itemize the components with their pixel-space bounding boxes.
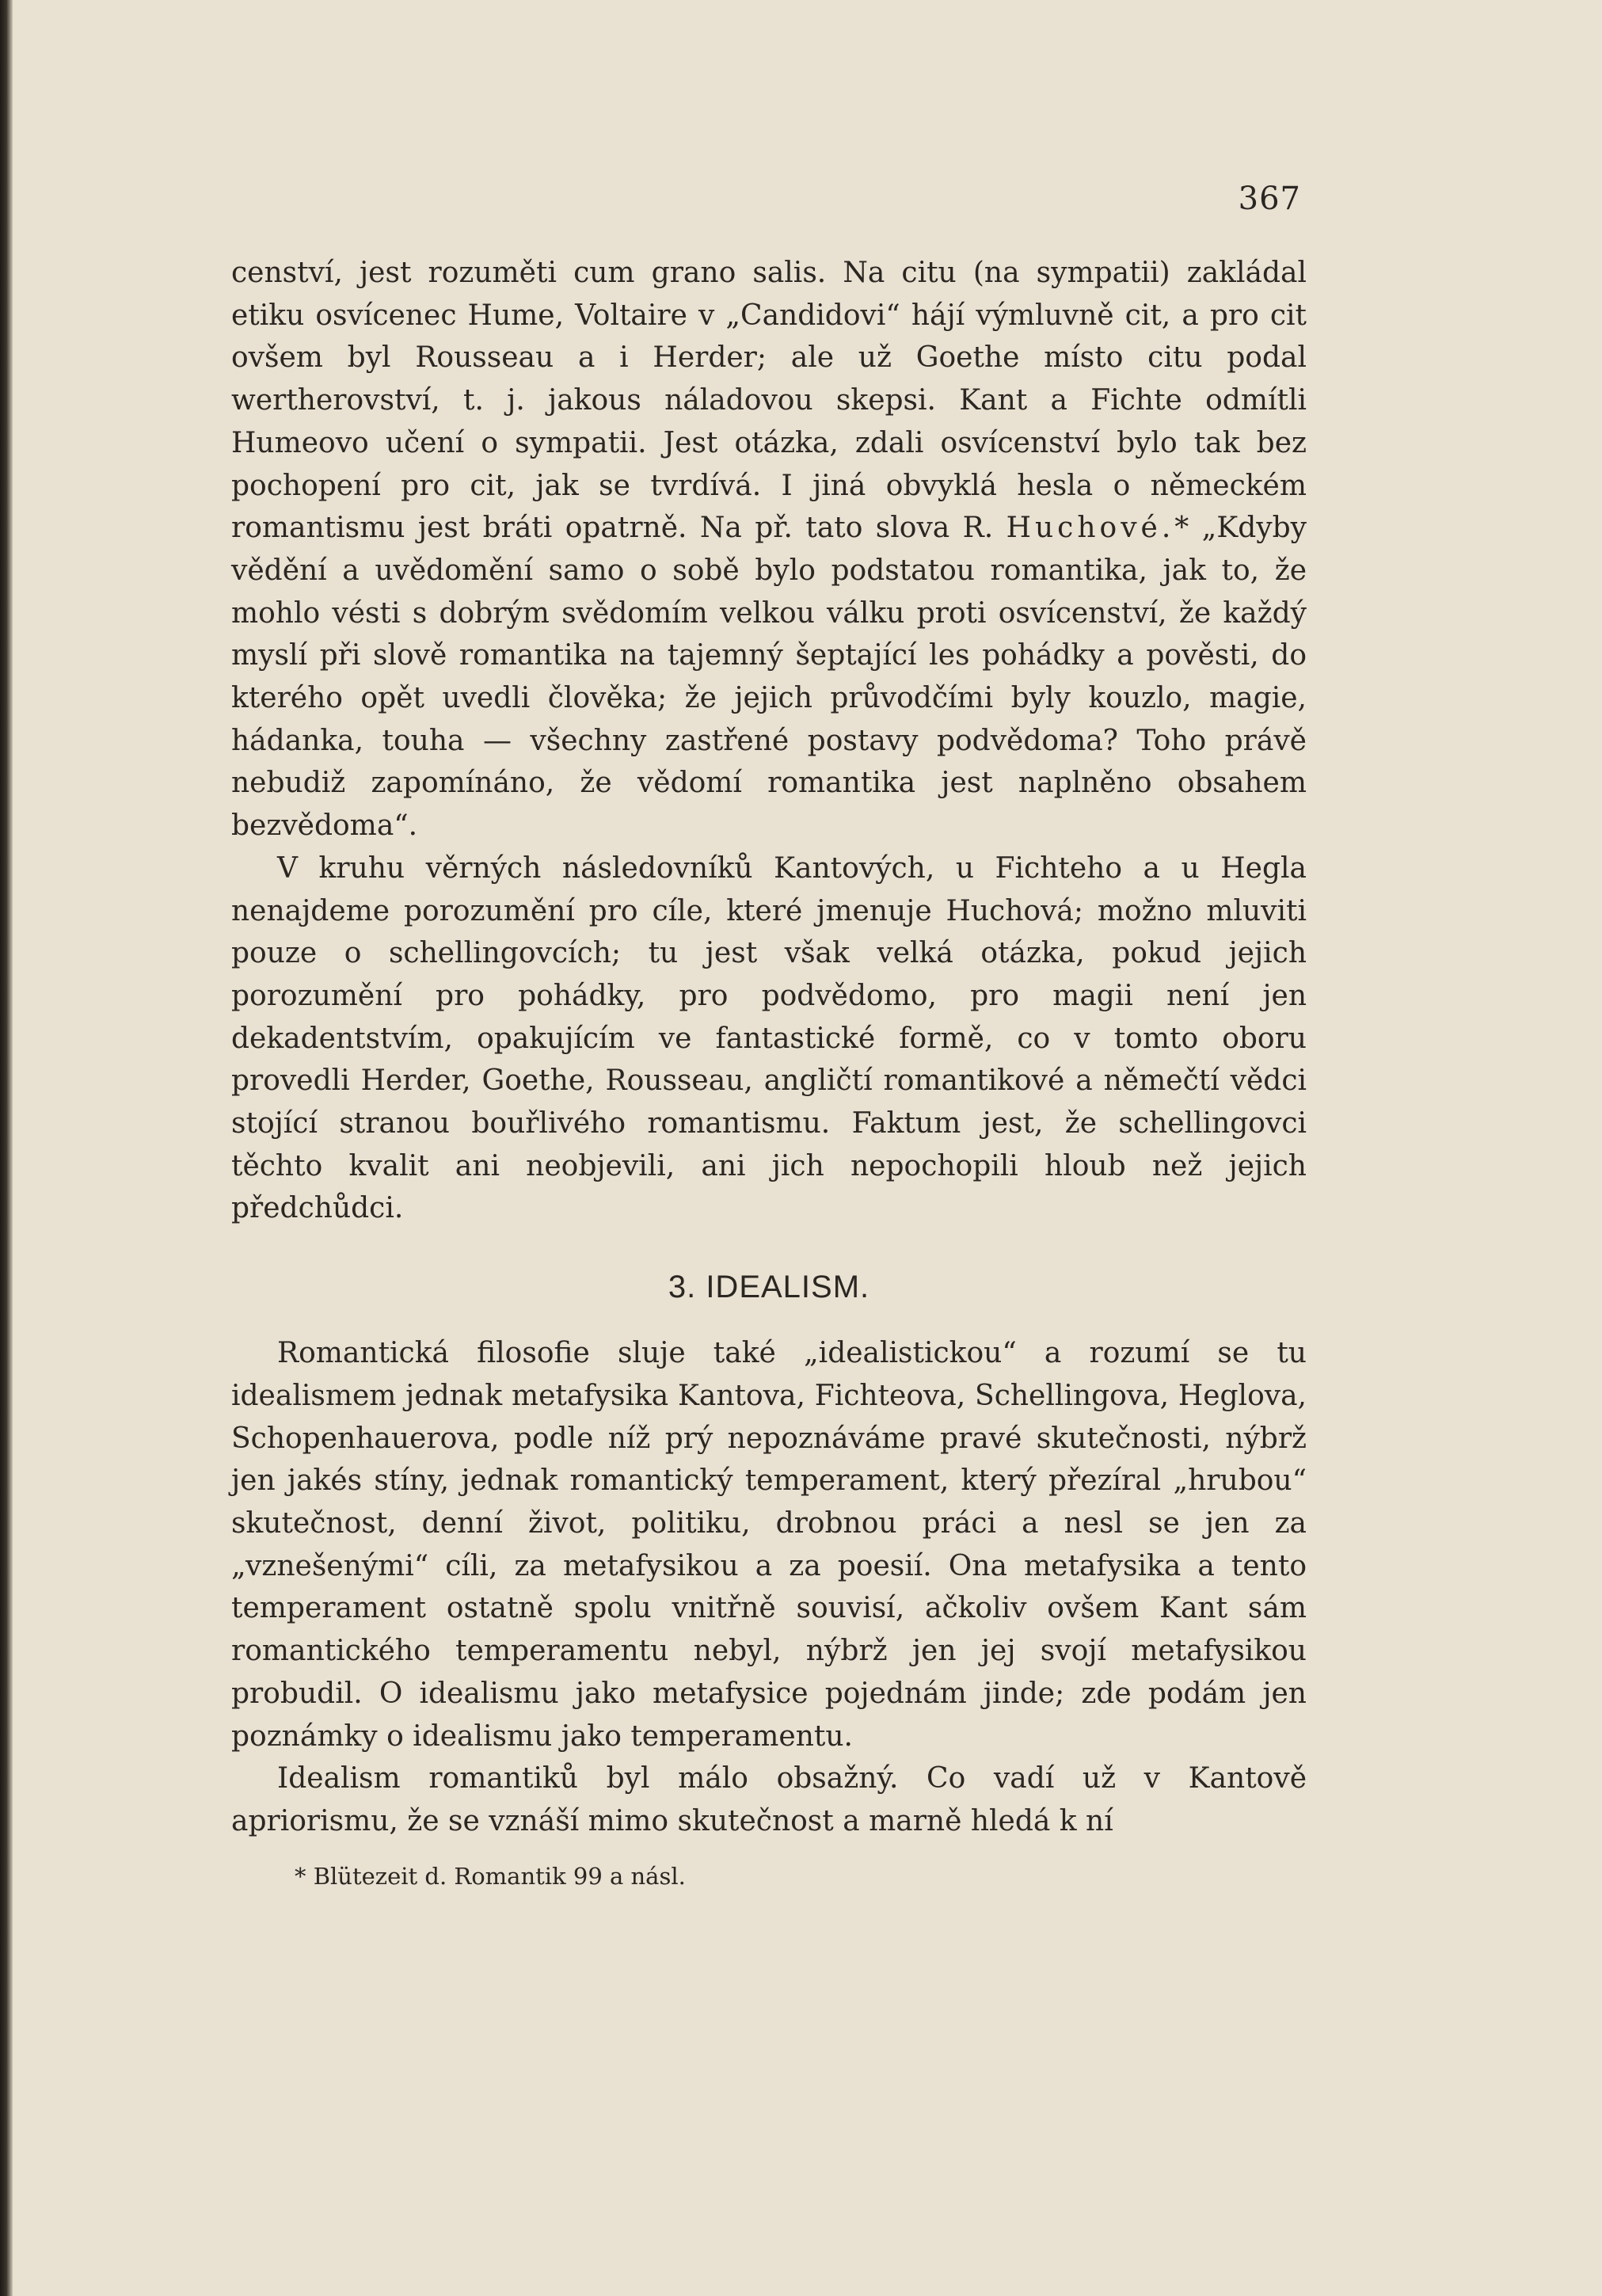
page-number: 367 [1238,181,1301,217]
paragraph-3: Romantická filosofie sluje také „idealistickou“ a rozumí se tu idealismem jednak metafysika Kantova, Fichteova, Schellingova, Heglova, Schopenhauerova, podle níž prý nepoznáváme pravé skutečnosti, nýbrž jen jakés stíny, jednak romantický temperament, který přezíral „hrubou“ skutečnost, denní život, politiku, drobnou práci a nesl se jen za „vznešenými“ cíli, za metafysikou a za poesií. Ona metafysika a tento temperament ostatně spolu vnitřně souvisí, ačkoliv ovšem Kant sám romantického temperamentu nebyl, nýbrž jen jej svojí metafysikou probudil. O idealismu jako metafysice pojednám jinde; zde podám jen poznámky o idealismu jako temperamentu. [231,1337,1307,1753]
book-binding-edge [0,0,13,2296]
paragraph-1-text: cenství, jest rozuměti cum grano salis. Na citu (na sympatii) zakládal etiku osvícenec Hume, Voltaire v „Candidovi“ hájí výmluvně cit, a pro cit ovšem byl Rousseau a i Herder; ale už Goethe místo citu podal wertherovství, t. j. jakous náladovou skepsi. Kant a Fichte odmítli Humeovo učení o sympatii. Jest otázka, zdali osvícenství bylo tak bez pochopení pro cit, jak se tvrdívá. I jiná obvyklá hesla o německém romantismu jest bráti opatrně. Na př. tato slova R. [231,257,1307,545]
paragraph-2: V kruhu věrných následovníků Kantových, u Fichteho a u Hegla nenajdeme porozumění pro cíle, které jmenuje Huchová; možno mluviti pouze o schellingovcích; tu jest však velká otázka, pokud jejich porozumění pro pohádky, pro podvědomo, pro magii není jen dekadentstvím, opakujícím ve fantastické formě, co v tomto oboru provedli Herder, Goethe, Rousseau, angličtí romantikové a němečtí vědci stojící stranou bouřlivého romantismu. Faktum jest, že schellingovci těchto kvalit ani neobjevili, ani jich nepochopili hloub než jejich předchůdci. [231,851,1307,1225]
paragraph-1 [231,252,1307,847]
paragraph-4: Idealism romantiků byl málo obsažný. Co vadí už v Kantově apriorismu, že se vznáší mimo skutečnost a marně hledá k ní [231,1762,1307,1837]
author-name-huchova: Huchové. [1006,512,1175,545]
paragraph-1-quote: * „Kdyby vědění a uvědomění samo o sobě bylo podstatou romantika, jak to, že mohlo vésti s dobrým svědomím velkou válku proti osvícenství, že každý myslí při slově romantika na tajemný šeptající les pohádky a pověsti, do kterého opět uvedli člověka; že jejich průvodčími byly kouzlo, magie, hádanka, touha — všechny zastřené postavy podvědoma? Toho právě nebudiž zapomínáno, že vědomí romantika jest naplněno obsahem bezvědoma“. [231,512,1307,843]
section-heading: 3. IDEALISM. [668,1270,870,1305]
text-block [231,252,1307,1892]
footnote: * Blütezeit d. Romantik 99 a násl. [295,1862,686,1890]
